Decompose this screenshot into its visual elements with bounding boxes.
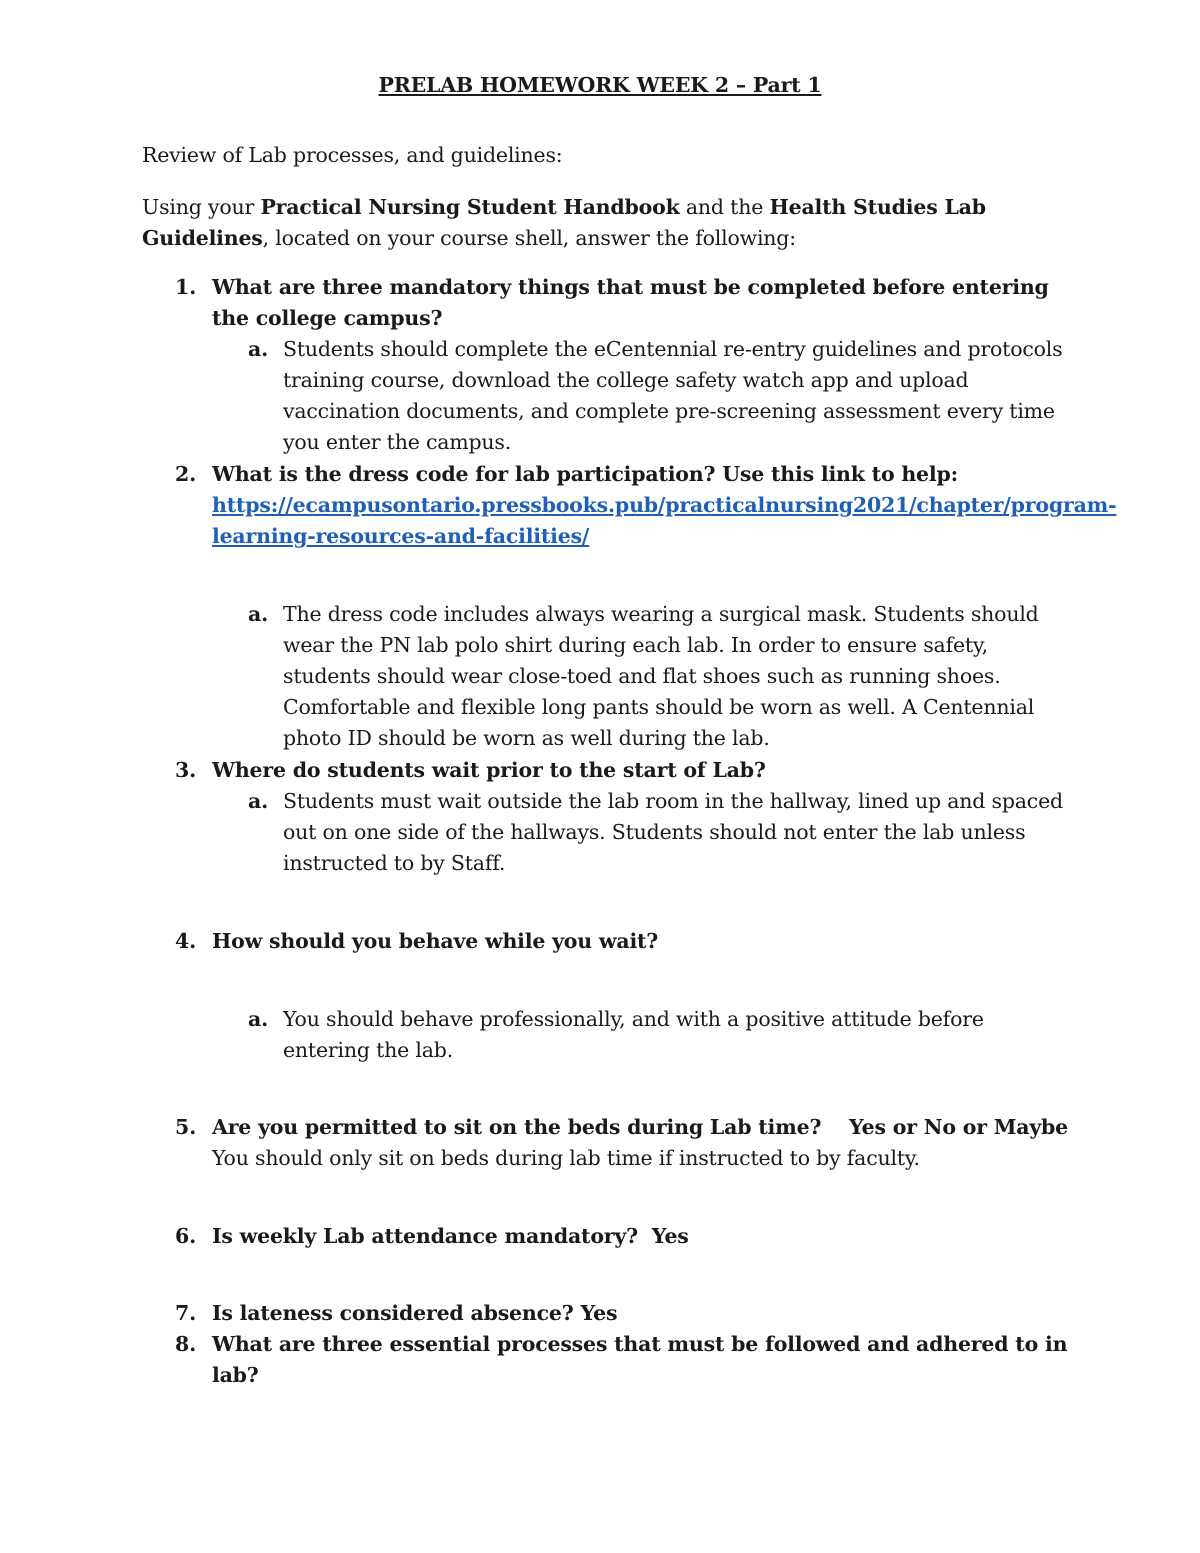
question-3	[175, 755, 1075, 786]
answer-letter: a.	[248, 602, 269, 626]
answer-text: You should behave professionally, and with a positive attitude before entering the lab.	[283, 1007, 984, 1062]
answer-letter: a.	[248, 789, 269, 813]
question-text: What is the dress code for lab participation? Use this link to help:	[212, 462, 958, 486]
question-number: 6.	[175, 1224, 197, 1248]
answer-letter: a.	[248, 1007, 269, 1031]
answer-1	[248, 334, 1068, 458]
question-number: 8.	[175, 1332, 197, 1356]
question-2	[175, 459, 1117, 552]
question-number: 5.	[175, 1115, 197, 1139]
question-text: What are three essential processes that must be followed and adhered to in lab?	[212, 1332, 1068, 1387]
question-5	[175, 1112, 1075, 1143]
question-number: 3.	[175, 758, 197, 782]
question-number: 1.	[175, 275, 197, 299]
intro-paragraph	[142, 192, 1062, 254]
answer-text: Students must wait outside the lab room in the hallway, lined up and spaced out on one side of the hallways. Students should not enter the lab unless instructed to by Staff.	[283, 789, 1063, 875]
intro-text: , located on your course shell, answer the following:	[262, 226, 796, 250]
question-4	[175, 926, 1075, 957]
question-text: Are you permitted to sit on the beds during Lab time? Yes or No or Maybe	[212, 1115, 1069, 1139]
answer-text: Students should complete the eCentennial re-entry guidelines and protocols training course, download the college safety watch app and upload vaccination documents, and complete pre-screening assessment every time you enter the campus.	[283, 337, 1063, 454]
answer-3	[248, 786, 1068, 879]
question-text: How should you behave while you wait?	[212, 929, 659, 953]
question-text: Is weekly Lab attendance mandatory? Yes	[212, 1224, 689, 1248]
question-text: Where do students wait prior to the start of Lab?	[212, 758, 766, 782]
answer-text: The dress code includes always wearing a surgical mask. Students should wear the PN lab polo shirt during each lab. In order to ensure safety, students should wear close-toed and flat shoes such as running shoes. Comfortable and flexible long pants should be worn as well. A Centennial photo ID should be worn as well during the lab.	[283, 602, 1039, 750]
guidelines-ref: Health Studies Lab Guidelines	[142, 195, 986, 250]
answer-letter: a.	[248, 337, 269, 361]
answer-5: You should only sit on beds during lab time if instructed to by faculty.	[212, 1146, 920, 1170]
question-8	[175, 1329, 1075, 1391]
question-7	[175, 1298, 1075, 1329]
answer-4	[248, 1004, 1068, 1066]
answer-2	[248, 599, 1068, 754]
page-title: PRELAB HOMEWORK WEEK 2 – Part 1	[378, 73, 822, 97]
question-1	[175, 272, 1075, 334]
intro-text: and the	[679, 195, 770, 219]
program-resources-link[interactable]: https://ecampusontario.pressbooks.pub/practicalnursing2021/chapter/program-learning-resources-and-facilities/	[212, 493, 1117, 548]
question-text: What are three mandatory things that must be completed before entering the college campus?	[212, 275, 1049, 330]
question-number: 7.	[175, 1301, 197, 1325]
handbook-ref: Practical Nursing Student Handbook	[260, 195, 680, 219]
intro-line: Review of Lab processes, and guidelines:	[142, 143, 563, 167]
intro-text: Using your	[142, 195, 261, 219]
question-text: Is lateness considered absence? Yes	[212, 1301, 618, 1325]
question-number: 2.	[175, 462, 197, 486]
question-number: 4.	[175, 929, 197, 953]
question-6	[175, 1221, 1075, 1252]
